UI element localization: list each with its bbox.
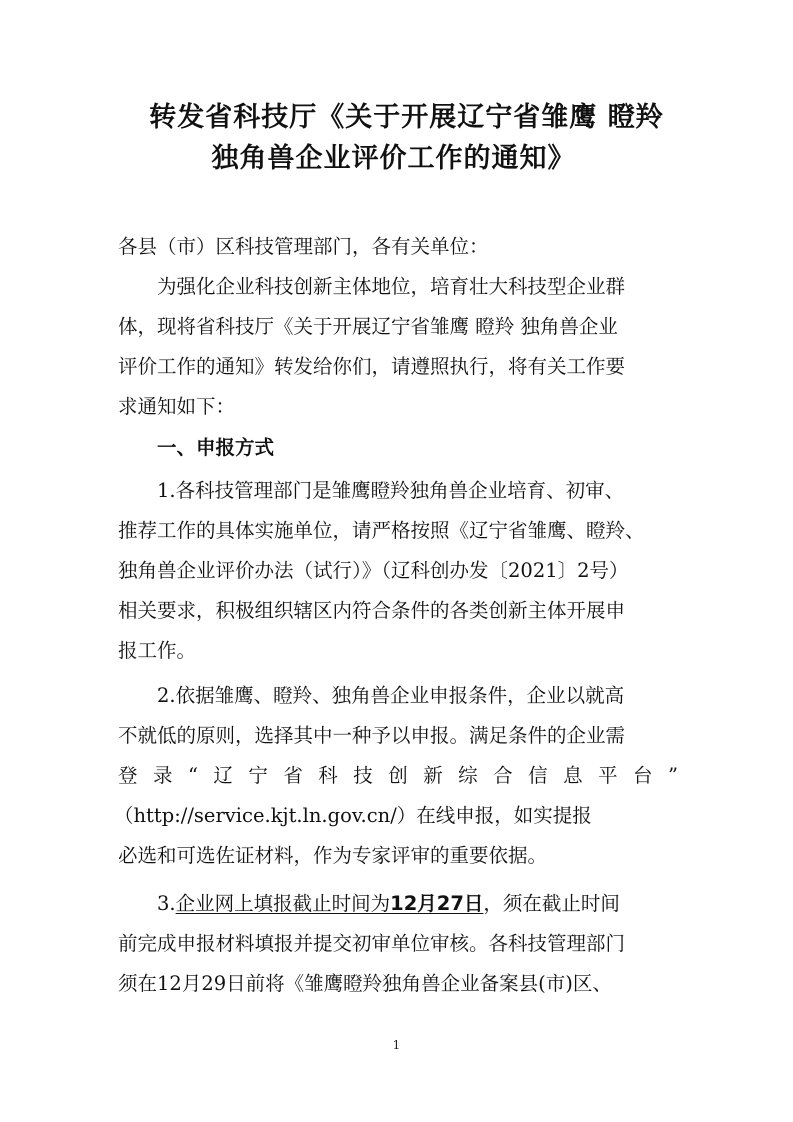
document-body	[114, 0, 678, 1122]
item2-line-3-char: 省	[283, 764, 303, 787]
item2-line-3-char: ”	[667, 764, 678, 787]
item3-line-2: 前完成申报材料填报并提交初审单位审核。各科技管理部门	[118, 932, 626, 955]
item2-line-3-char: 合	[493, 764, 513, 787]
intro-line-4: 求通知如下：	[118, 395, 236, 418]
item2-line-3-char: 创	[388, 764, 408, 787]
item2-line-3-char: 信	[528, 764, 548, 787]
item1-line-1: 1.各科技管理部门是雏鹰瞪羚独角兽企业培育、初审、	[157, 479, 625, 502]
item2-line-3-char: 科	[318, 764, 338, 787]
item2-line-4: （http://service.kjt.ln.gov.cn/）在线申报，如实提报	[114, 804, 592, 827]
item3-line-3: 须在12月29日前将《雏鹰瞪羚独角兽企业备案县(市)区、	[118, 972, 612, 995]
document-title-line-1: 转发省科技厅《关于开展辽宁省雏鹰 瞪羚	[149, 102, 664, 133]
document-title-line-2: 独角兽企业评价工作的通知》	[211, 143, 576, 174]
intro-line-3: 评价工作的通知》转发给你们，请遵照执行，将有关工作要	[118, 355, 626, 378]
item1-line-5: 报工作。	[118, 639, 197, 662]
intro-line-2: 体，现将省科技厅《关于开展辽宁省雏鹰 瞪羚 独角兽企业	[118, 315, 618, 338]
item3-suffix: ，须在截止时间	[483, 892, 620, 915]
section-heading-application-method: 一、申报方式	[157, 436, 275, 459]
item3-prefix: 3.	[157, 892, 176, 915]
item1-line-2: 推荐工作的具体实施单位，请严格按照《辽宁省雏鹰、瞪羚、	[118, 519, 645, 542]
item2-line-2: 不就低的原则，选择其中一种予以申报。满足条件的企业需	[118, 724, 626, 747]
item1-line-3: 独角兽企业评价办法（试行）》（辽科创办发〔2021〕2号）	[118, 559, 629, 582]
item2-line-3-char: 新	[423, 764, 443, 787]
item2-line-3-char: 宁	[248, 764, 268, 787]
item2-line-3-char: 台	[633, 764, 653, 787]
item1-line-4: 相关要求，积极组织辖区内符合条件的各类创新主体开展申	[118, 599, 626, 622]
intro-line-1: 为强化企业科技创新主体地位，培育壮大科技型企业群	[157, 275, 626, 298]
item2-line-3	[118, 756, 678, 796]
deadline-date: 12月27日	[390, 892, 484, 915]
page-number: 1	[392, 1038, 401, 1052]
item2-line-3-char: 登	[118, 764, 138, 787]
item2-line-3-char: 息	[563, 764, 583, 787]
item2-line-3-char: “	[187, 764, 198, 787]
item2-line-3-char: 录	[152, 764, 173, 787]
item2-line-5: 必选和可选佐证材料，作为专家评审的重要依据。	[118, 844, 548, 867]
salutation: 各县（市）区科技管理部门，各有关单位：	[118, 235, 489, 258]
item3-line-1	[157, 884, 620, 924]
item2-line-1: 2.依据雏鹰、瞪羚、独角兽企业申报条件，企业以就高	[157, 684, 625, 707]
item2-line-3-char: 技	[353, 764, 373, 787]
item2-line-3-char: 综	[458, 764, 478, 787]
item2-line-3-char: 辽	[213, 764, 233, 787]
deadline-underlined-text: 企业网上填报截止时间为	[175, 892, 391, 915]
item2-line-3-char: 平	[598, 764, 618, 787]
